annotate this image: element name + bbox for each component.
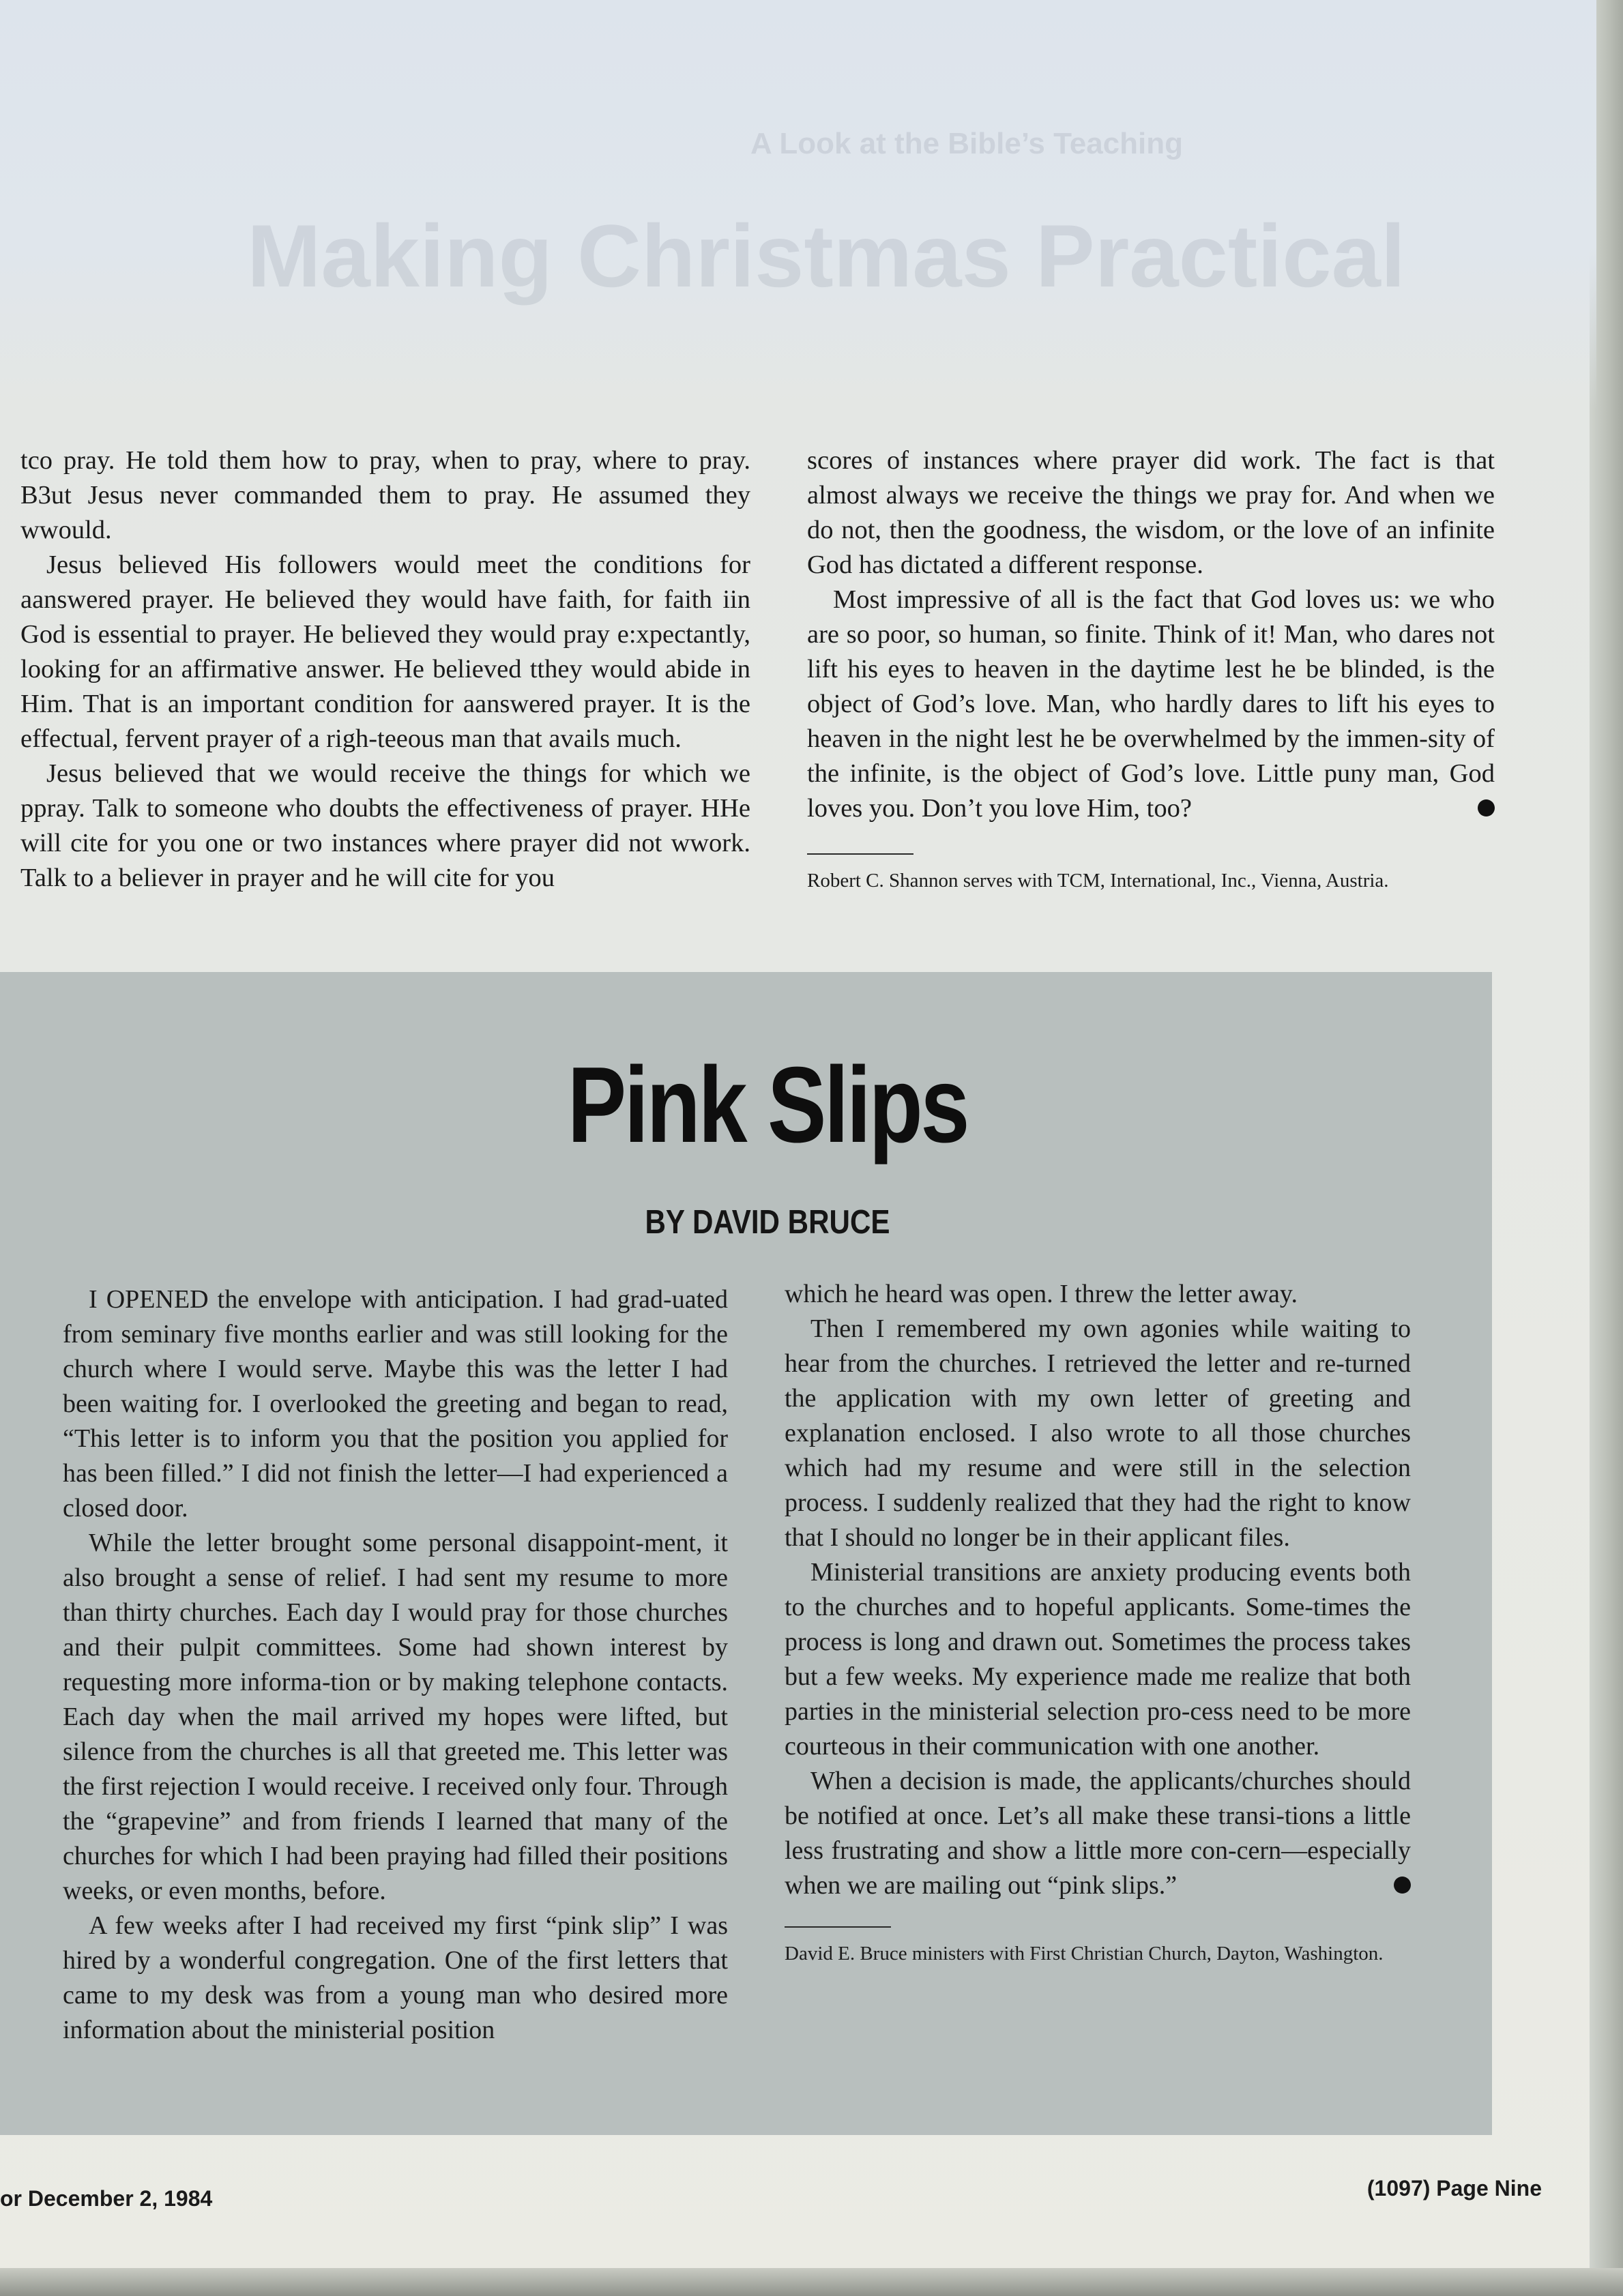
divider-rule [807, 853, 913, 855]
article-byline: BY DAVID BRUCE [645, 1204, 890, 1241]
paragraph-text: Most impressive of all is the fact that God loves us: we who are so poor, so human, so finite. Think of it! Man, who dares not lift his eyes to heaven in the daytime lest he be blinded, is the object of God’s love. Man, who hardly dares to lift his eyes to heaven in the night lest he be overwhelmed by the immen-sity of the infinite, is the object of God’s love. Little puny man, God loves you. Don’t you love Him, too? [807, 585, 1495, 823]
paragraph: tco pray. He told them how to pray, when to pray, where to pray. B3ut Jesus never commanded them to pray. He assumed they wwould. [20, 446, 750, 544]
author-bio: David E. Bruce ministers with First Christian Church, Dayton, Washington. [785, 1943, 1384, 1964]
pink-slips-right-column [785, 1277, 1411, 1969]
paragraph: Then I remembered my own agonies while waiting to hear from the churches. I retrieved the letter and re-turned the application with my own letter of greeting and explanation enclosed. I also wrote to all those churches which had my resume and were still in the selection process. I suddenly realized that they had the right to know that I should no longer be in their applicant files. [785, 1314, 1411, 1552]
page-bottom-shadow [0, 2268, 1623, 2296]
paragraph: A few weeks after I had received my first “pink slip” I was hired by a wonderful congregation. One of the first letters that came to my desk was from a young man who desired more information about the ministerial position [63, 1911, 728, 2044]
paragraph: I OPENED the envelope with anticipation. I had grad-uated from seminary five months earlier and was still looking for the church where I would serve. Maybe this was the letter I had been waiting for. I overlooked the greeting and began to read, “This letter is to inform you that the position you applied for has been filled.” I did not finish the letter—I had experienced a closed door. [63, 1285, 728, 1522]
paragraph: which he heard was open. I threw the letter away. [785, 1280, 1298, 1308]
footer-date: or December 2, 1984 [0, 2186, 213, 2211]
paragraph: scores of instances where prayer did work. The fact is that almost always we receive the things we pray for. And when we do not, then the goodness, the wisdom, or the love of an infinite God has dictated a different response. [807, 446, 1495, 579]
paragraph [807, 583, 1495, 826]
end-mark-icon [1394, 1876, 1411, 1894]
paragraph: Jesus believed that we would receive the things for which we ppray. Talk to someone who doubts the effectiveness of prayer. HHe will cite for you one or two instances where prayer did not wwork. Talk to a believer in prayer and he will cite for you [20, 759, 750, 892]
paragraph [785, 1764, 1411, 1903]
paragraph: While the letter brought some personal disappoint-ment, it also brought a sense of relief. I had sent my resume to more than thirty churches. Each day I would pray for those churches and their pulpit committees. Some had shown interest by requesting more informa-tion or by making telephone contacts. Each day when the mail arrived my hopes were lifted, but silence from the churches is all that greeted me. This letter was the first rejection I would receive. I received only four. Through the “grapevine” and from friends I learned that many of the churches for which I had been praying had filled their positions weeks, or even months, before. [63, 1529, 728, 1905]
end-mark-icon [1478, 799, 1495, 816]
top-article-right-column [807, 443, 1495, 896]
paragraph-text: When a decision is made, the applicants/churches should be notified at once. Let’s all make these transi-tions a little less frustrating and show a little more con-cern—especially when we are mailing out “pink slips.” [785, 1767, 1411, 1900]
paragraph: Jesus believed His followers would meet the conditions for aanswered prayer. He believed they would have faith, for faith iin God is essential to prayer. He believed they would pray e:xpectantly, looking for an affirmative answer. He believed tthey would abide in Him. That is an important condition for aanswered prayer. It is the effectual, fervent prayer of a righ-teeous man that avails much. [20, 550, 750, 753]
pink-slips-left-column [63, 1282, 728, 2048]
article-title: Pink Slips [567, 1045, 968, 1165]
paragraph: Ministerial transitions are anxiety producing events both to the churches and to hopeful applicants. Some-times the process is long and drawn out. Sometimes the process takes but a few weeks. My experience made me realize that both parties in the ministerial selection pro-cess need to be more courteous in their communication with one another. [785, 1558, 1411, 1761]
faded-title: Making Christmas Practical [247, 206, 1405, 306]
divider-rule [785, 1926, 891, 1928]
author-bio: Robert C. Shannon serves with TCM, International, Inc., Vienna, Austria. [807, 870, 1389, 892]
faded-kicker: A Look at the Bible’s Teaching [750, 127, 1184, 160]
footer-page-number: (1097) Page Nine [1366, 2176, 1542, 2201]
top-article-left-column [20, 443, 750, 896]
faded-header-area [0, 0, 1596, 409]
